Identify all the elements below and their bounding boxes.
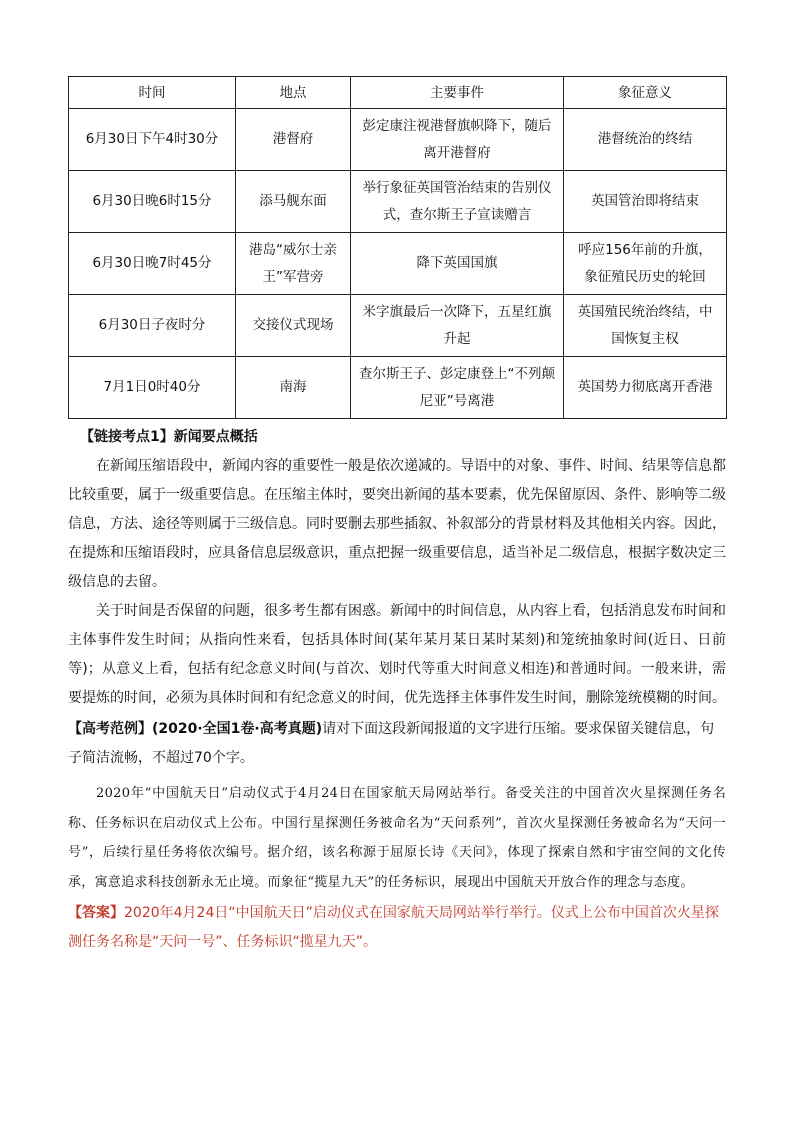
header-time: 时间 (69, 77, 236, 109)
cell-time: 7月1日0时40分 (69, 357, 236, 419)
cell-time: 6月30日下午4时30分 (69, 109, 236, 171)
answer-text: 2020年4月24日“中国航天日”启动仪式在国家航天局网站举行举行。仪式上公布中国首次火星探测任务名称是“天问一号”、任务标识“揽星九天”。 (68, 905, 719, 950)
cell-event: 降下英国国旗 (351, 233, 564, 295)
cell-place: 南海 (236, 357, 351, 419)
example-prompt: 请对下面这段新闻报道的文字进行压缩。要求保留关键信息，句子简洁流畅，不超过70个字。 (68, 721, 715, 766)
header-event: 主要事件 (351, 77, 564, 109)
cell-event: 彭定康注视港督旗帜降下，随后离开港督府 (351, 109, 564, 171)
link-section (68, 423, 726, 957)
table-row (69, 295, 727, 357)
cell-time: 6月30日晚6时15分 (69, 171, 236, 233)
header-place: 地点 (236, 77, 351, 109)
link-paragraph-2: 关于时间是否保留的问题，很多考生都有困惑。新闻中的时间信息，从内容上看，包括消息发布时间和主体事件发生时间；从指向性来看，包括具体时间(某年某月某日某时某刻)和笼统抽象时间(近日、日前等)；从意义上看，包括有纪念意义时间(与首次、划时代等重大时间意义相连)和普通时间。一般来讲，需要提炼的时间，必须为具体时间和有纪念意义的时间，优先选择主体事件发生时间，删除笼统模糊的时间。 (68, 603, 726, 706)
example-lead: 【高考范例】(2020·全国1卷·高考真题) (68, 721, 323, 737)
cell-place: 添马舰东面 (236, 171, 351, 233)
cell-meaning: 英国管治即将结束 (564, 171, 727, 233)
table-row (69, 171, 727, 233)
cell-meaning: 英国殖民统治终结，中国恢复主权 (564, 295, 727, 357)
table-row (69, 357, 727, 419)
header-meaning: 象征意义 (564, 77, 727, 109)
link-paragraph-1: 在新闻压缩语段中，新闻内容的重要性一般是依次递减的。导语中的对象、事件、时间、结果等信息都比较重要，属于一级重要信息。在压缩主体时，要突出新闻的基本要素，优先保留原因、条件、影响等二级信息，方法、途径等则属于三级信息。同时要删去那些插叙、补叙部分的背景材料及其他相关内容。因此，在提炼和压缩语段时，应具备信息层级意识，重点把握一级重要信息，适当补足二级信息，根据字数决定三级信息的去留。 (68, 458, 726, 590)
cell-event: 举行象征英国管治结束的告别仪式，查尔斯王子宣读赠言 (351, 171, 564, 233)
table-row (69, 233, 727, 295)
cell-place: 港督府 (236, 109, 351, 171)
document-page (68, 76, 726, 957)
link-heading: 【链接考点1】新闻要点概括 (80, 429, 258, 445)
answer-block (68, 899, 726, 957)
cell-meaning: 港督统治的终结 (564, 109, 727, 171)
news-excerpt: 2020年“中国航天日”启动仪式于4月24日在国家航天局网站举行。备受关注的中国首次火星探测任务名称、任务标识在启动仪式上公布。中国行星探测任务被命名为“天问系列”，首次火星探测任务被命名为“天问一号”，后续行星任务将依次编号。据介绍，该名称源于屈原长诗《天问》，体现了探索自然和宇宙空间的文化传承，寓意追求科技创新永无止境。而象征“揽星九天”的任务标识，展现出中国航天开放合作的理念与态度。 (68, 786, 726, 890)
cell-event: 查尔斯王子、彭定康登上“不列颠尼亚”号离港 (351, 357, 564, 419)
answer-tag: 【答案】 (68, 905, 124, 921)
table-row (69, 109, 727, 171)
cell-meaning: 英国势力彻底离开香港 (564, 357, 727, 419)
exam-example (68, 715, 726, 773)
table-header-row (69, 77, 727, 109)
events-table (68, 76, 727, 419)
cell-place: 交接仪式现场 (236, 295, 351, 357)
cell-time: 6月30日子夜时分 (69, 295, 236, 357)
cell-event: 米字旗最后一次降下，五星红旗升起 (351, 295, 564, 357)
cell-place: 港岛“威尔士亲王”军营旁 (236, 233, 351, 295)
cell-time: 6月30日晚7时45分 (69, 233, 236, 295)
cell-meaning: 呼应156年前的升旗，象征殖民历史的轮回 (564, 233, 727, 295)
